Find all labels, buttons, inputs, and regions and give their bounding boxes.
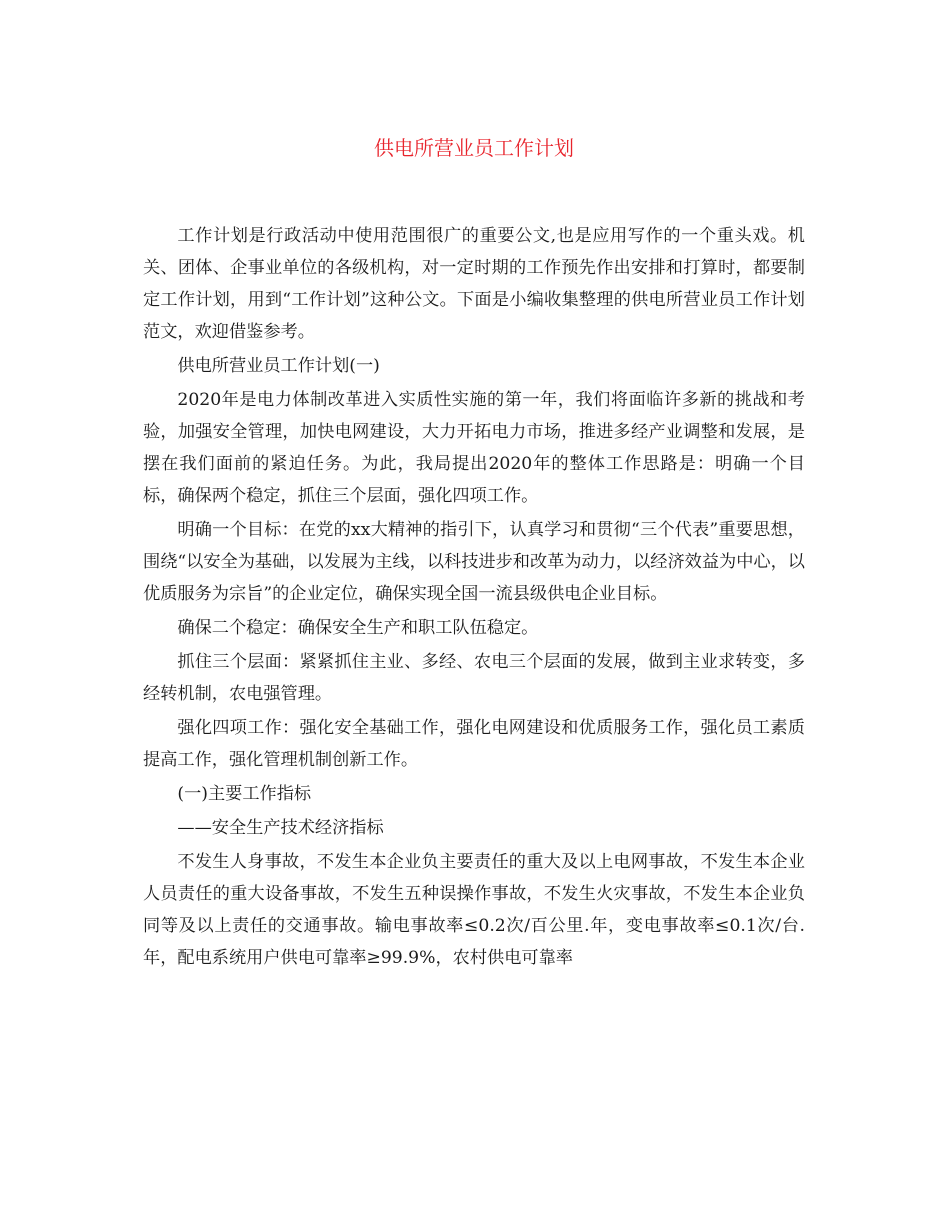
paragraph-safety-details: 不发生人身事故，不发生本企业负主要责任的重大及以上电网事故，不发生本企业人员责任的重大设备事故，不发生五种误操作事故，不发生火灾事故，不发生本企业负同等及以上责任的交通事故。输电事故率≤0.2次/百公里.年，变电事故率≤0.1次/台.年，配电系统用户供电可靠率≥99.9%，农村供电可靠率 (143, 852, 805, 968)
paragraph-one-goal: 明确一个目标：在党的xx大精神的指引下，认真学习和贯彻“三个代表”重要思想，围绕“以安全为基础，以发展为主线，以科技进步和改革为动力，以经济效益为中心，以优质服务为宗旨”的企业定位，确保实现全国一流县级供电企业目标。 (143, 520, 805, 604)
paragraph-intro: 工作计划是行政活动中使用范围很广的重要公文,也是应用写作的一个重头戏。机关、团体、企事业单位的各级机构，对一定时期的工作预先作出安排和打算时，都要制定工作计划，用到“工作计划”这种公文。下面是小编收集整理的供电所营业员工作计划范文，欢迎借鉴参考。 (143, 226, 805, 342)
document-body (143, 220, 805, 974)
paragraph-section-heading: 供电所营业员工作计划(一) (177, 356, 380, 376)
paragraph-overview: 2020年是电力体制改革进入实质性实施的第一年，我们将面临许多新的挑战和考验，加强安全管理，加快电网建设，大力开拓电力市场，推进多经产业调整和发展，是摆在我们面前的紧迫任务。为此，我局提出2020年的整体工作思路是：明确一个目标，确保两个稳定，抓住三个层面，强化四项工作。 (143, 390, 805, 506)
paragraph-three-levels: 抓住三个层面：紧紧抓住主业、多经、农电三个层面的发展，做到主业求转变，多经转机制，农电强管理。 (143, 652, 805, 704)
paragraph-safety-indicators: ——安全生产技术经济指标 (177, 818, 384, 838)
paragraph-four-tasks: 强化四项工作：强化安全基础工作，强化电网建设和优质服务工作，强化员工素质提高工作，强化管理机制创新工作。 (143, 718, 805, 770)
paragraph-main-indicators: (一)主要工作指标 (177, 784, 312, 804)
paragraph-two-stability: 确保二个稳定：确保安全生产和职工队伍稳定。 (177, 618, 539, 638)
document-page (143, 128, 805, 974)
document-title: 供电所营业员工作计划 (374, 136, 574, 160)
